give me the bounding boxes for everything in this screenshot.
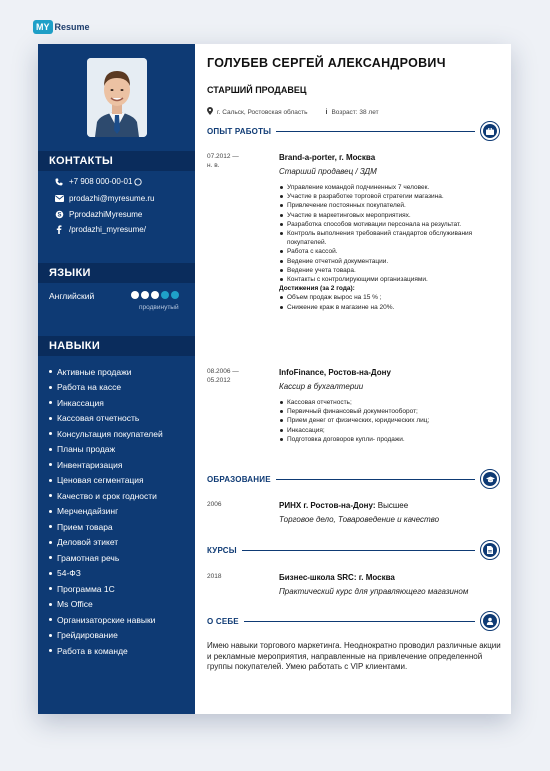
skills-list [49, 364, 163, 659]
profile-photo [87, 58, 147, 137]
bullet-item: Кассовая отчетность; [279, 398, 503, 407]
bullet-item: Подготовка договоров купли- продажи. [279, 435, 503, 444]
education-entry [279, 501, 503, 524]
bullet-item: Привлечение постоянных покупателей. [279, 201, 503, 210]
bullet-item: Участие в маркетинговых мероприятиях. [279, 211, 503, 220]
logo-text: Resume [54, 22, 90, 32]
job-1-dates [207, 152, 239, 170]
job-1 [279, 153, 503, 312]
info-icon: i [325, 108, 328, 116]
date-start: 07.2012 — [207, 153, 239, 160]
language-level-dots [131, 291, 181, 299]
duties-list [279, 183, 503, 284]
facebook-icon [52, 225, 66, 234]
skills-heading: НАВЫКИ [38, 336, 195, 356]
bullet-item: Ведение отчетной документации. [279, 257, 503, 266]
bullet-item: Первичный финансовый документооборот; [279, 407, 503, 416]
language-level-text: продвинутый [139, 304, 179, 311]
skill-item: Ценовая сегментация [49, 473, 163, 489]
course-name: Практический курс для управляющего магазином [279, 587, 469, 596]
skill-item: Мерчендайзинг [49, 504, 163, 520]
bullet-item: Ведение учета товара. [279, 266, 503, 275]
section-divider [242, 550, 475, 551]
phone-icon [52, 178, 66, 186]
skill-item: Деловой этикет [49, 535, 163, 551]
course-year: 2018 [207, 573, 222, 580]
skill-item: Организаторские навыки [49, 612, 163, 628]
about-section-header [207, 611, 500, 631]
bullet-item: Снижение краж в магазине на 20%. [279, 303, 503, 312]
person-icon [480, 611, 500, 631]
duties-list [279, 398, 503, 444]
section-divider [244, 621, 475, 622]
company-name: InfoFinance, Ростов-на-Дону [279, 368, 391, 377]
bullet-item: Работа с кассой. [279, 247, 503, 256]
level-dot-filled [131, 291, 139, 299]
date-end: н. в. [207, 162, 220, 169]
level-dot-filled [151, 291, 159, 299]
contact-text: +7 908 000-00-01 [69, 177, 133, 186]
achievements-heading: Достижения (за 2 года): [279, 285, 355, 293]
skill-item: Планы продаж [49, 442, 163, 458]
level-dot-empty [161, 291, 169, 299]
about-text: Имею навыки торгового маркетинга. Неоднократно проводил различные акции и рекламные мероприятия, направленные на привлечение определенной группы покупателей. Умею работать с VIP клиентами. [207, 641, 501, 671]
myresume-logo [33, 19, 90, 35]
institution-name: РИНХ г. Ростов-на-Дону: [279, 501, 376, 510]
achievements-list [279, 293, 503, 311]
degree: Высшее [375, 501, 409, 510]
contact-text: PprodazhiMyresume [69, 210, 143, 219]
skill-item: 54-ФЗ [49, 566, 163, 582]
section-title: ОБРАЗОВАНИЕ [207, 474, 271, 484]
contact-text: prodazhi@myresume.ru [69, 194, 155, 203]
job-position: Старший продавец / ЗДМ [279, 167, 377, 176]
skill-item: Программа 1С [49, 581, 163, 597]
logo-badge: MY [33, 20, 53, 34]
skill-item: Активные продажи [49, 364, 163, 380]
skill-item: Прием товара [49, 519, 163, 535]
whatsapp-icon [134, 178, 142, 186]
skill-item: Инвентаризация [49, 457, 163, 473]
location-pin-icon [207, 107, 213, 117]
level-dot-filled [141, 291, 149, 299]
skill-item: Грамотная речь [49, 550, 163, 566]
section-title: КУРСЫ [207, 545, 237, 555]
course-entry [279, 573, 503, 596]
contact-facebook[interactable] [52, 225, 146, 234]
languages-heading: ЯЗЫКИ [38, 263, 195, 283]
contact-skype[interactable] [52, 210, 142, 219]
section-title: О СЕБЕ [207, 616, 239, 626]
contact-phone[interactable] [52, 177, 142, 186]
graduation-cap-icon [480, 469, 500, 489]
briefcase-icon [480, 121, 500, 141]
skill-item: Работа в команде [49, 643, 163, 659]
institution [279, 501, 503, 510]
company-name: Brand-a-porter, г. Москва [279, 153, 376, 162]
course-school: Бизнес-школа SRC: г. Москва [279, 573, 395, 582]
bullet-item: Участие в разработке торговой стратегии магазина. [279, 192, 503, 201]
level-dot-empty [171, 291, 179, 299]
job-position: Кассир в бухгалтерии [279, 382, 364, 391]
bullet-item: Контроль выполнения требований стандартов обслуживания покупателей. [279, 229, 503, 247]
experience-section-header [207, 121, 500, 141]
job-2 [279, 368, 503, 444]
education-year: 2006 [207, 501, 222, 508]
personal-meta [207, 107, 379, 117]
skill-item: Консультация покупателей [49, 426, 163, 442]
section-divider [276, 479, 475, 480]
job-2-dates [207, 367, 239, 385]
person-name: ГОЛУБЕВ СЕРГЕЙ АЛЕКСАНДРОВИЧ [207, 56, 446, 70]
education-field: Торговое дело, Товароведение и качество [279, 515, 440, 524]
skill-item: Кассовая отчетность [49, 411, 163, 427]
section-title: ОПЫТ РАБОТЫ [207, 126, 272, 136]
document-icon [480, 540, 500, 560]
skill-item: Грейдирование [49, 628, 163, 644]
bullet-item: Инкассация; [279, 426, 503, 435]
bullet-item: Управление командой подчиненных 7 человек. [279, 183, 503, 192]
bullet-item: Контакты с контролирующими организациями. [279, 275, 503, 284]
skill-item: Инкассация [49, 395, 163, 411]
contact-email[interactable] [52, 194, 154, 203]
svg-text:S: S [56, 212, 62, 219]
contacts-heading: КОНТАКТЫ [38, 151, 195, 171]
courses-section-header [207, 540, 500, 560]
skype-icon [52, 210, 66, 219]
age-text: Возраст: 38 лет [331, 108, 379, 116]
skill-item: Качество и срок годности [49, 488, 163, 504]
bullet-item: Разработка способов мотивации персонала на результат. [279, 220, 503, 229]
date-end: 05.2012 [207, 377, 231, 384]
date-start: 08.2006 — [207, 368, 239, 375]
job-title: СТАРШИЙ ПРОДАВЕЦ [207, 85, 307, 95]
skill-item: Ms Office [49, 597, 163, 613]
mail-icon [52, 195, 66, 202]
section-divider [276, 131, 475, 132]
education-section-header [207, 469, 500, 489]
sidebar [38, 44, 195, 714]
bullet-item: Объем продаж вырос на 15 % ; [279, 293, 503, 302]
location-text: г. Сальск, Ростовская область [217, 108, 308, 116]
bullet-item: Прием денег от физических, юридических лиц; [279, 416, 503, 425]
skill-item: Работа на кассе [49, 380, 163, 396]
contact-text: /prodazhi_myresume/ [69, 225, 146, 234]
language-name: Английский [49, 291, 95, 301]
resume-page [38, 44, 511, 714]
